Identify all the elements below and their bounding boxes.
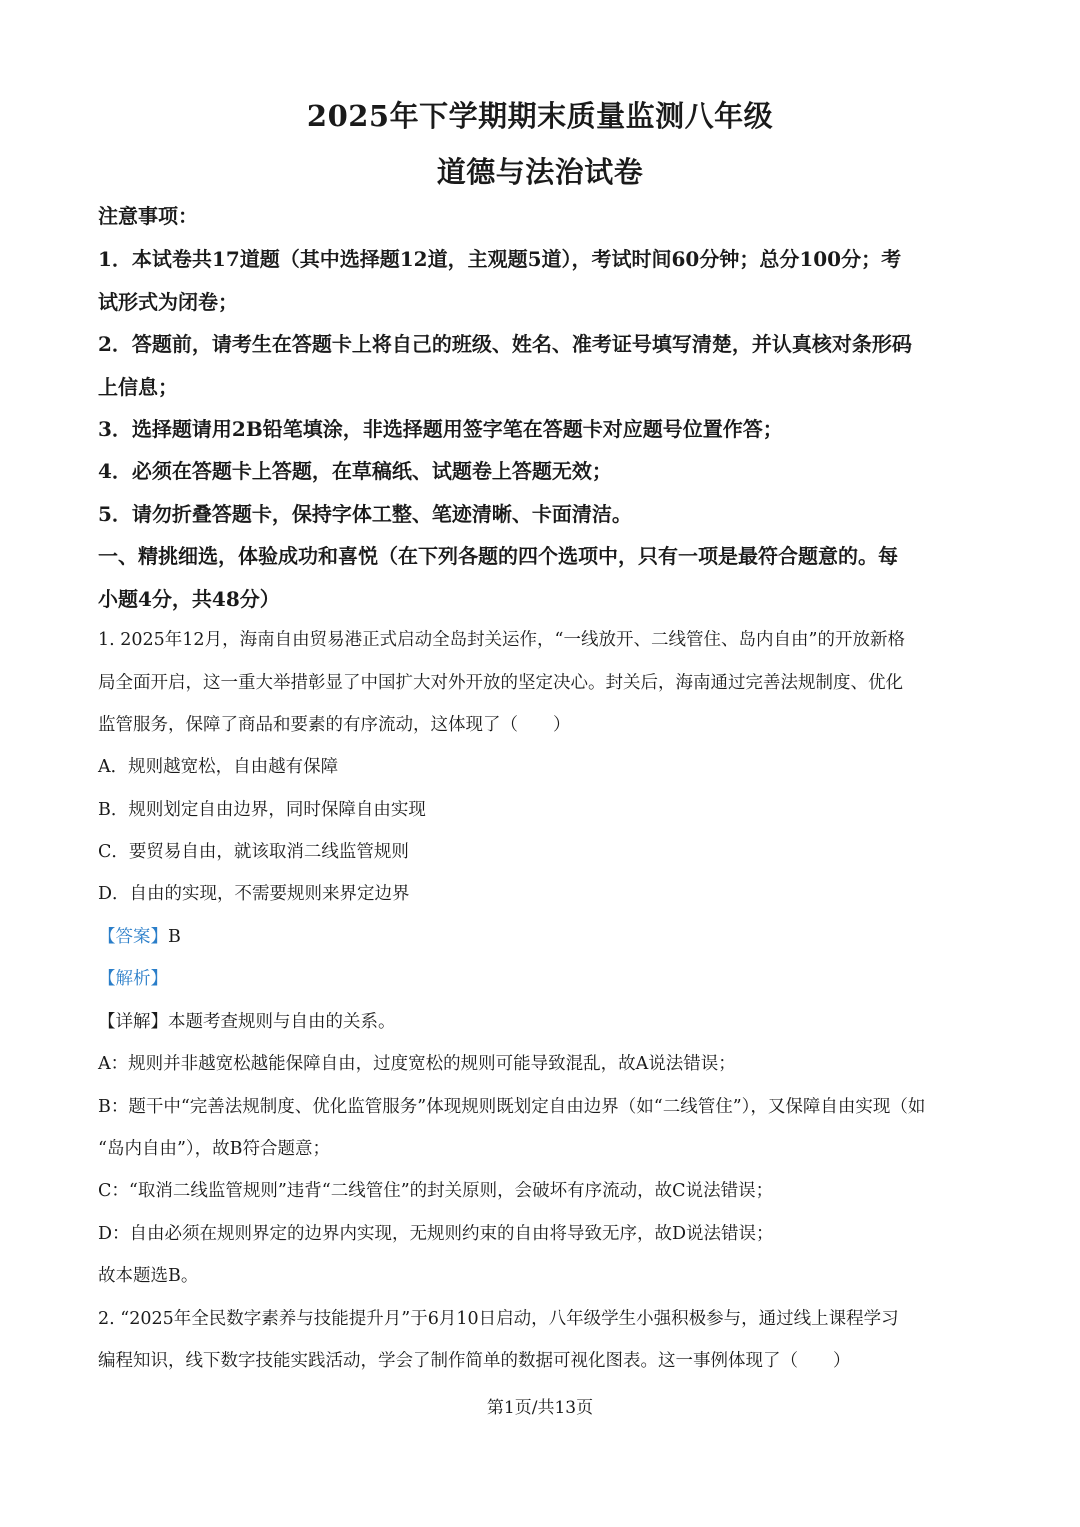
explanation-a: A：规则并非越宽松越能保障自由，过度宽松的规则可能导致混乱，故A说法错误； [98,1054,736,1074]
explanation-b-cont: “岛内自由”），故B符合题意； [98,1139,331,1159]
question-1-conclusion: 故本题选B。 [98,1266,199,1286]
question-1-stem: 1. 2025年12月，海南自由贸易港正式启动全岛封关运作，“一线放开、二线管住、岛内自由”的开放新格 [98,630,905,650]
section-heading: 一、精挑细选，体验成功和喜悦（在下列各题的四个选项中，只有一项是最符合题意的。每 [98,544,898,568]
explanation-c: C：“取消二线监管规则”违背“二线管住”的封关原则，会破坏有序流动，故C说法错误； [98,1181,774,1201]
analysis-tag: 【解析】 [98,969,168,989]
notice-item-1-cont: 试形式为闭卷； [98,290,238,314]
question-2-stem-line2: 编程知识，线下数字技能实践活动，学会了制作简单的数据可视化图表。这一事例体现了（ ） [98,1351,851,1371]
explanation-b: B：题干中“完善法规制度、优化监管服务”体现规则既划定自由边界（如“二线管住”），又保障自由实现（如 [98,1097,926,1117]
notice-item-2-cont: 上信息； [98,375,178,399]
question-1-option-d: D．自由的实现，不需要规则来界定边界 [98,884,410,904]
explanation-d: D：自由必须在规则界定的边界内实现，无规则约束的自由将导致无序，故D说法错误； [98,1224,774,1244]
exam-title: 2025年下学期期末质量监测八年级 [306,99,774,133]
question-1-option-a: A．规则越宽松，自由越有保障 [98,757,339,777]
notice-item-3: 3．选择题请用2B铅笔填涂，非选择题用签字笔在答题卡对应题号位置作答； [98,417,783,441]
answer-tag: 【答案】 [98,927,168,947]
question-1-option-c: C．要贸易自由，就该取消二线监管规则 [98,842,409,862]
question-1-stem-line3: 监管服务，保障了商品和要素的有序流动，这体现了（ ） [98,715,571,735]
question-1-detail [98,1014,396,1032]
question-2-stem: 2. “2025年全民数字素养与技能提升月”于6月10日启动，八年级学生小强积极参与，通过线上课程学习 [98,1309,899,1329]
notice-item-5: 5．请勿折叠答题卡，保持字体工整、笔迹清晰、卡面清洁。 [98,502,632,526]
notice-item-1: 1．本试卷共17道题（其中选择题12道，主观题5道），考试时间60分钟；总分100分；考 [98,247,902,271]
notice-item-2: 2．答题前，请考生在答题卡上将自己的班级、姓名、准考证号填写清楚，并认真核对条形码 [98,332,912,356]
section-heading-cont: 小题4分，共48分） [98,587,280,611]
exam-subtitle: 道德与法治试卷 [436,155,644,189]
question-1-option-b: B．规则划定自由边界，同时保障自由实现 [98,800,426,820]
detail-tag: 【详解】 [98,1012,168,1032]
question-1-stem-line2: 局全面开启，这一重大举措彰显了中国扩大对外开放的坚定决心。封关后，海南通过完善法规制度、优化 [98,673,903,693]
question-1-answer [98,929,181,947]
detail-text: 本题考查规则与自由的关系。 [168,1012,396,1032]
notice-item-4: 4．必须在答题卡上答题，在草稿纸、试题卷上答题无效； [98,459,612,483]
page-footer: 第1页/共13页 [486,1398,594,1418]
answer-value: B [168,927,181,947]
notice-heading: 注意事项： [98,204,198,228]
